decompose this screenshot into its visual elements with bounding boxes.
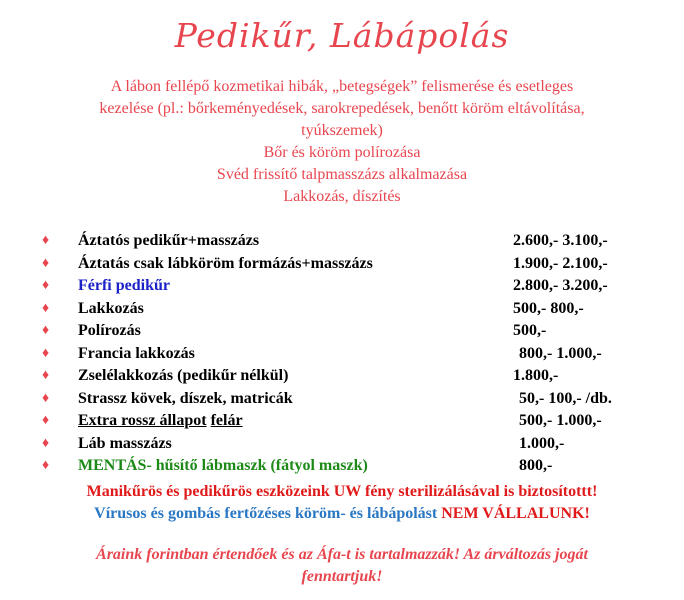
footer-line: Áraink forintban értendőek és az Áfa-t is tartalmazzák! Az árváltozás jogát [96, 546, 588, 563]
price-list [0, 231, 684, 479]
footer-note [40, 544, 644, 588]
service-name-part: Extra rossz állapot [78, 412, 207, 429]
service-price: 2.600,- 3.100,- [513, 232, 608, 249]
price-item [0, 366, 684, 389]
price-item [0, 254, 684, 277]
service-name: Strassz kövek, díszek, matricák [78, 389, 293, 407]
diamond-bullet-icon: ♦ [42, 300, 50, 316]
service-price: 1.800,- [513, 367, 559, 384]
service-price: 500,- 1.000,- [519, 412, 602, 429]
intro-line: tyúkszemek) [301, 122, 383, 139]
disclaimer-emphasis: NEM VÁLLALUNK! [441, 505, 590, 522]
sterilization-notice: Manikűrös és pedikűrös eszközeink UW fény sterilizálásával is biztosítottt! [86, 483, 598, 500]
service-price: 1.000,- [519, 434, 565, 452]
price-item [0, 456, 684, 479]
service-name: Férfi pedikűr [78, 277, 170, 294]
diamond-bullet-icon: ♦ [42, 435, 50, 451]
service-price: 50,- 100,- /db. [519, 389, 612, 407]
diamond-bullet-icon: ♦ [42, 368, 50, 383]
service-price: 500,- 800,- [513, 299, 584, 317]
service-name-part: - hűsítő lábmaszk (fátyol maszk) [146, 457, 368, 474]
service-name: Lakkozás [78, 299, 144, 317]
service-name: Áztatós pedikűr+masszázs [78, 232, 260, 249]
intro-text [40, 76, 644, 208]
service-price: 2.800,- 3.200,- [513, 277, 608, 294]
price-item [0, 389, 684, 412]
intro-line: Bőr és köröm polírozása [263, 144, 421, 161]
service-price: 500,- [513, 322, 547, 339]
service-price: 800,- 1.000,- [519, 344, 602, 362]
diamond-bullet-icon: ♦ [42, 255, 50, 271]
intro-line: kezelése (pl.: bőrkeményedések, sarokrepedések, benőtt köröm eltávolítása, [99, 100, 585, 117]
price-item [0, 321, 684, 344]
page-title: Pedikűr, Lábápolás [174, 16, 510, 55]
intro-line: A lábon fellépő kozmetikai hibák, „betegségek” felismerése és esetleges [110, 78, 574, 95]
service-price: 1.900,- 2.100,- [513, 254, 608, 272]
service-name [78, 412, 243, 430]
price-item [0, 231, 684, 254]
diamond-bullet-icon: ♦ [42, 278, 50, 293]
price-item [0, 434, 684, 457]
intro-line: Lakkozás, díszítés [283, 188, 401, 205]
diamond-bullet-icon: ♦ [42, 413, 50, 428]
footer-line: fenntartjuk! [301, 568, 383, 585]
service-name: Áztatás csak lábköröm formázás+masszázs [78, 254, 373, 272]
service-price: 800,- [519, 457, 553, 474]
service-name: Polírozás [78, 322, 141, 339]
price-item [0, 299, 684, 322]
disclaimer-text: Vírusos és gombás fertőzéses köröm- és lábápolást [94, 505, 438, 522]
service-name: Láb masszázs [78, 434, 172, 452]
diamond-bullet-icon: ♦ [42, 233, 50, 248]
diamond-bullet-icon: ♦ [42, 458, 50, 473]
diamond-bullet-icon: ♦ [42, 323, 50, 338]
service-name: Francia lakkozás [78, 344, 195, 362]
price-item [0, 276, 684, 299]
intro-line: Svéd frissítő talpmasszázs alkalmazása [216, 166, 468, 183]
service-name-part: MENTÁS [78, 457, 147, 474]
service-name: Zselélakkozás (pedikűr nélkül) [78, 367, 289, 384]
service-name-part: felár [210, 412, 243, 429]
price-item [0, 344, 684, 367]
service-name [78, 457, 368, 475]
diamond-bullet-icon: ♦ [42, 345, 50, 361]
disclaimer-notice [0, 505, 684, 523]
diamond-bullet-icon: ♦ [42, 390, 50, 406]
price-item [0, 411, 684, 434]
